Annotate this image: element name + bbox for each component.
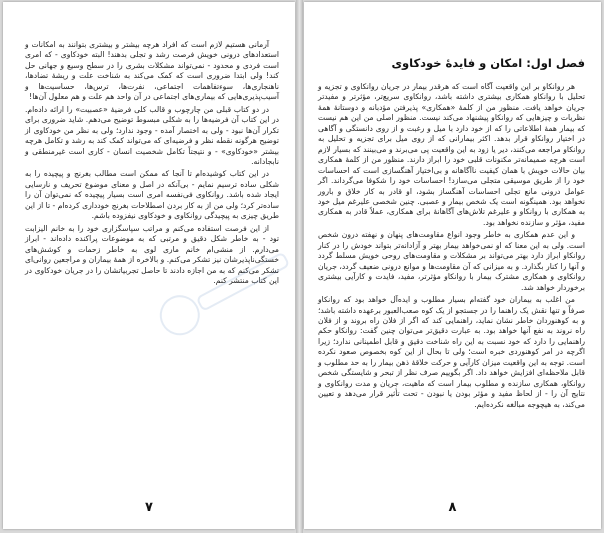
paragraph: من اغلب به بیماران خود گفته‌ام بسیار مطلوب و ایده‌آل خواهد بود که روانکاو صرفاً و تنها نقش یک راهنما را در جستجو از یک کوه صعب‌العبور برعهده داشته باشد؛ و به کوهنوردان خاطر نشان نماید، راهنمایی کند که اگر از فلان راه بروند و از فلان راه نروند به نفع آنها خواهد بود. به عبارت دقیق‌تر می‌توان چنین گفت: روانکاو حکم راهنمایی را دارد که خود نسبت به این راه شناخت دقیق و قابل اطمینانی ندارد؛ زیرا اگرچه در امر کوهنوردی خبره است؛ ولی تا بحال از این کوه بخصوص صعود نکرده است. توجه به این واقعیت میزان کارآیی و حرکت خلاقهٔ ذهن بیمار را به حد مطلوب و قابل ملاحظه‌ای افزایش خواهد داد. اگر بگوییم صرف نظر از تبحر و شایستگی شخص روانکاو، همکاری سازنده و مطلوب بیمار است که ماهیت، جریان و مدت روانکاوی و نتایج آن را - از لحاظ مفید و مؤثر بودن یا نبودن - تحت تأثیر قرار می‌دهد و تعیین می‌کند، به هیچوجه مبالغه نکرده‌ایم. (318, 295, 585, 409)
book-gutter (296, 0, 303, 533)
paragraph: از این فرصت استفاده می‌کنم و مراتب سپاسگزاری خود را به خانم الیزابت تود - به خاطر شکل دقیق و مرتبی که به موضوعات پراکنده داده‌اند - ابراز می‌دارم. از منشی‌ام خانم ماری لوی به خاطر زحمات و کوشش‌های خستگی‌ناپذیرشان نیز تشکر می‌کنم. و بالاخره از همهٔ بیماران و مراجعین روانی‌ای تشکر می‌کنم که به من اجازه دادند تا حاصل تجربیاتشان را در جریان خودکاوی در این کتاب منتشر کنم. (25, 223, 279, 285)
page-number-left: ۷ (145, 500, 153, 515)
left-page-text (25, 40, 279, 288)
paragraph: هر روانکاو بر این واقعیت آگاه است که هرقدر بیمار در جریان روانکاوی و تجزیه و تحلیل با روانکاو همکاری بیشتری داشته باشد، روانکاوی سریع‌تر، مؤثرتر و مفیدتر جریان خواهد یافت. منظور من از کلمهٔ «همکاری» پذیرفتن مؤدبانه و دوستانهٔ همهٔ نظریات و چیزهایی که روانکاو پیشنهاد می‌کند نیست. منظور اصلی من این هم نیست که بیمار همهٔ اطلاعاتی را که از خود دارد با میل و رغبت و از روی دانستگی و آگاهی در اختیار روانکاو قرار بدهد. اکثر بیمارانی که از روی میل برای تجزیه و تحلیل به روانکاو مراجعه می‌کنند، دیر یا زود به این واقعیت پی می‌برند و می‌بینند که بسیار لازم است هرچه صمیمانه‌تر مکنونات قلبی خود را ابراز دارند. منظور من از کلمهٔ همکاری بیان حالات خویش با همان کیفیت ناآگاهانه و بی‌اختیار آهنگسازی است که احساسات خود را از طریق موسیقی متجلی می‌سازد! احساسات خود را شکوفا می‌گرداند. اگر عوامل درونی مانع تجلی احساسات آهنگساز بشود، او قادر به کار خلاق و بارور نخواهد بود. همینگونه است یک شخص بیمار و عصبی. چنین شخصی علیرغم میل خود به همکاری با روانکاو و علیرغم تلاش‌های آگاهانهٔ برای همکاری، عملاً قادر به همکاری مفید، مؤثر و سازنده نخواهد بود. (318, 82, 585, 227)
paragraph: آرمانی هستیم لازم است که افراد هرچه بیشتر و بیشتری بتوانند به امکانات و استعدادهای درونی خویش فرصت رشد و تجلی بدهند! البته خودکاوی - که امری است فردی و محدود - نمی‌تواند مشکلات بشری را در سطح وسیع و جهانی حل کند! ولی ابتدا ضروری است که کمک می‌کند به شناخت علت و ریشهٔ تضادها، ناهنجاری‌ها، سوءتفاهمات اجتماعی، نفرت‌ها، ترس‌ها، حساسیت‌ها و آسیب‌پذیری‌هایی که بیماری‌های اجتماعی در آن واحد هم علت و هم معلول آن‌ها! (25, 40, 279, 102)
right-page-text (318, 82, 585, 412)
page-number-right: ۸ (448, 500, 457, 515)
left-page (3, 2, 295, 529)
right-page (304, 2, 601, 529)
paragraph: در دو کتاب قبلی من چارچوب و قالب کلی فرضیهٔ «عصبیت» را ارائه داده‌ام. در این کتاب آن فرضیه‌ها را به شکلی مبسوط توضیح می‌دهم. شاید ضروری برای تکرار آن‌ها نبود - ولی به اختصار آمده - وجود ندارد؛ ولی به نظر من خودکاوی از توضیح هرگونه نقطه نظر و فرضیه‌ای که می‌تواند کمک کند به رشد و تکامل هرچه بیشتر «خودکاوی» - و نتیجتاً تکامل شخصیت انسان - کاری است غیرمنطقی و نابجا‌دانه. (25, 104, 279, 166)
chapter-title: فصل اول: امکان و فایدهٔ خودکاوی (391, 56, 585, 70)
paragraph: در این کتاب کوشیده‌ام تا آنجا که ممکن است مطالب بغرنج و پیچیده را به شکلی ساده ترسیم نمایم - بی‌آنکه در اصل و معنای موضوع تحریف و نارسایی ایجاد شده باشد. روانکاوی فی‌نفسه امری است بسیار پیچیده که نمی‌توان آن را ساده‌تر کرد؛ ولی من از به کار بردن اصطلاحات بغرنج خودداری کرده‌ام - تا از این طریق چیزی به پیچیدگی روانکاوی و خودکاوی نیفزوده باشم. (25, 169, 279, 221)
paragraph: و این عدم همکاری به خاطر وجود انواع مقاومت‌های پنهان و نهفته درون شخص است. ولی به این معنا که او نمی‌خواهد بیمار بهتر و آزادانه‌تر بتواند خودش را در کنار روانکاو ابراز دارد بهتر می‌تواند بر مشکلات و مقاومت‌های روحی خویش مسلط گردد و آنها را کنار بگذارد. و به میزانی که آن مقاومت‌ها و موانع درونی ضعیف گردد، جریان روانکاوی و همکاری مشترک بیمار با روانکاو مؤثرتر، مفید، فایدت و کارآیی بیشتری برخوردار خواهد شد. (318, 230, 585, 292)
